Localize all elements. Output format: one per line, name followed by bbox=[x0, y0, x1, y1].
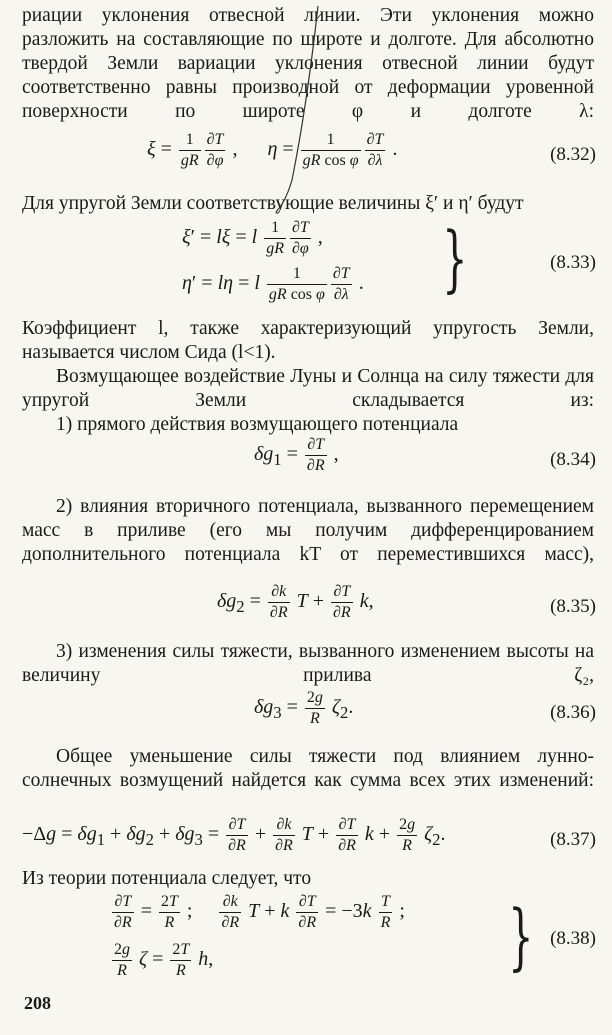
equation-number: (8.32) bbox=[550, 144, 596, 165]
equation-8-32-body: ξ = $\frac{1}{gR}$ $\frac{\partial T}{\partial\varphi}$ , η = $\frac{1}{\text{gR cos φ}}$ $\frac{\partial T}{\partial\lambda}$ . bbox=[147, 131, 398, 169]
equation-number: (8.37) bbox=[550, 829, 596, 850]
equation-8-35 bbox=[22, 584, 596, 630]
equation-8-38 bbox=[22, 894, 596, 988]
equation-8-32 bbox=[22, 132, 596, 178]
equation-number: (8.33) bbox=[550, 252, 596, 273]
right-brace: } bbox=[508, 894, 534, 978]
paragraph-total-change: Общее уменьшение силы тяжести под влиянием лунно-солнечных возмущений найдется как сумма всех этих изменений: bbox=[22, 746, 594, 791]
equation-8-37 bbox=[22, 817, 596, 863]
equation-8-34-body: $\delta g_1$ = $\frac{\partial T}{\partial R}$ , bbox=[254, 436, 339, 474]
page-number: 208 bbox=[24, 993, 51, 1013]
paragraph-love-number: Коэффициент l, также характеризующий упругость Земли, называется числом Сида (l<1). bbox=[22, 318, 594, 363]
equation-8-36-body: $\delta g_3$ = $\frac{2g}{R}$ $\zeta_2$. bbox=[254, 689, 354, 727]
list-item-3: 3) изменения силы тяжести, вызванного изменением высоты на величину прилива ζ₂, bbox=[22, 641, 594, 686]
list-item-1: 1) прямого действия возмущающего потенциала bbox=[56, 414, 459, 435]
paragraph-potential-theory: Из теории потенциала следует, что bbox=[22, 868, 312, 889]
paragraph-elastic-earth: Для упругой Земли соответствующие величины ξ′ и η′ будут bbox=[22, 193, 524, 214]
equation-number: (8.38) bbox=[550, 928, 596, 949]
equation-8-36 bbox=[22, 690, 596, 736]
equation-8-34 bbox=[22, 437, 596, 483]
equation-number: (8.36) bbox=[550, 702, 596, 723]
equation-8-38-line2: $\frac{2g}{R}$ ζ = $\frac{2T}{R}$ h, bbox=[114, 941, 214, 979]
equation-number: (8.34) bbox=[550, 449, 596, 470]
right-brace: } bbox=[442, 216, 468, 300]
paragraph-perturbation: Возмущающее воздействие Луны и Солнца на силу тяжести для упругой Земли складывается из: bbox=[22, 366, 594, 411]
equation-8-35-body: $\delta g_2$ = $\frac{\partial k}{\partial R}$ T + $\frac{\partial T}{\partial R}$ k, bbox=[217, 583, 374, 621]
list-item-2: 2) влияния вторичного потенциала, вызванного перемещением масс в приливе (его мы получим дифференцированием дополнительного потенциала kT от переместившихся масс), bbox=[22, 496, 594, 565]
equation-8-33-line1: ξ′ = lξ = l $\frac{1}{gR}$ $\frac{\partial T}{\partial\varphi}$ , bbox=[182, 219, 323, 257]
equation-number: (8.35) bbox=[550, 596, 596, 617]
equation-8-33 bbox=[22, 218, 596, 310]
equation-8-38-line1: $\frac{\partial T}{\partial R}$ = $\frac{2T}{R}$ ; $\frac{\partial k}{\partial R}$ T + k $\frac{\partial T}{\partial R}$ = −3k $\frac{T}{R}$ ; bbox=[114, 893, 405, 931]
paragraph-deflection-intro: риации уклонения отвесной линии. Эти уклонения можно разложить на составляющие по широте и долготе. Для абсолютно твердой Земли вариации уклонения отвесной линии будут соответственно равны производной от деформации уровенной поверхности по широте φ и долготе λ: bbox=[22, 5, 594, 122]
equation-8-37-body: $-\Delta g = \delta g_1 + \delta g_2 + \delta g_3$ = $\frac{\partial T}{\partial R}$ + $\frac{\partial k}{\partial R}$ T + $\frac{\partial T}{\partial R}$ k + $\frac{2g}{R}$ $\zeta_2$. bbox=[22, 816, 446, 854]
equation-8-33-line2: η′ = lη = l $\frac{1}{\text{gR cos φ}}$ $\frac{\partial T}{\partial\lambda}$ . bbox=[182, 265, 364, 303]
